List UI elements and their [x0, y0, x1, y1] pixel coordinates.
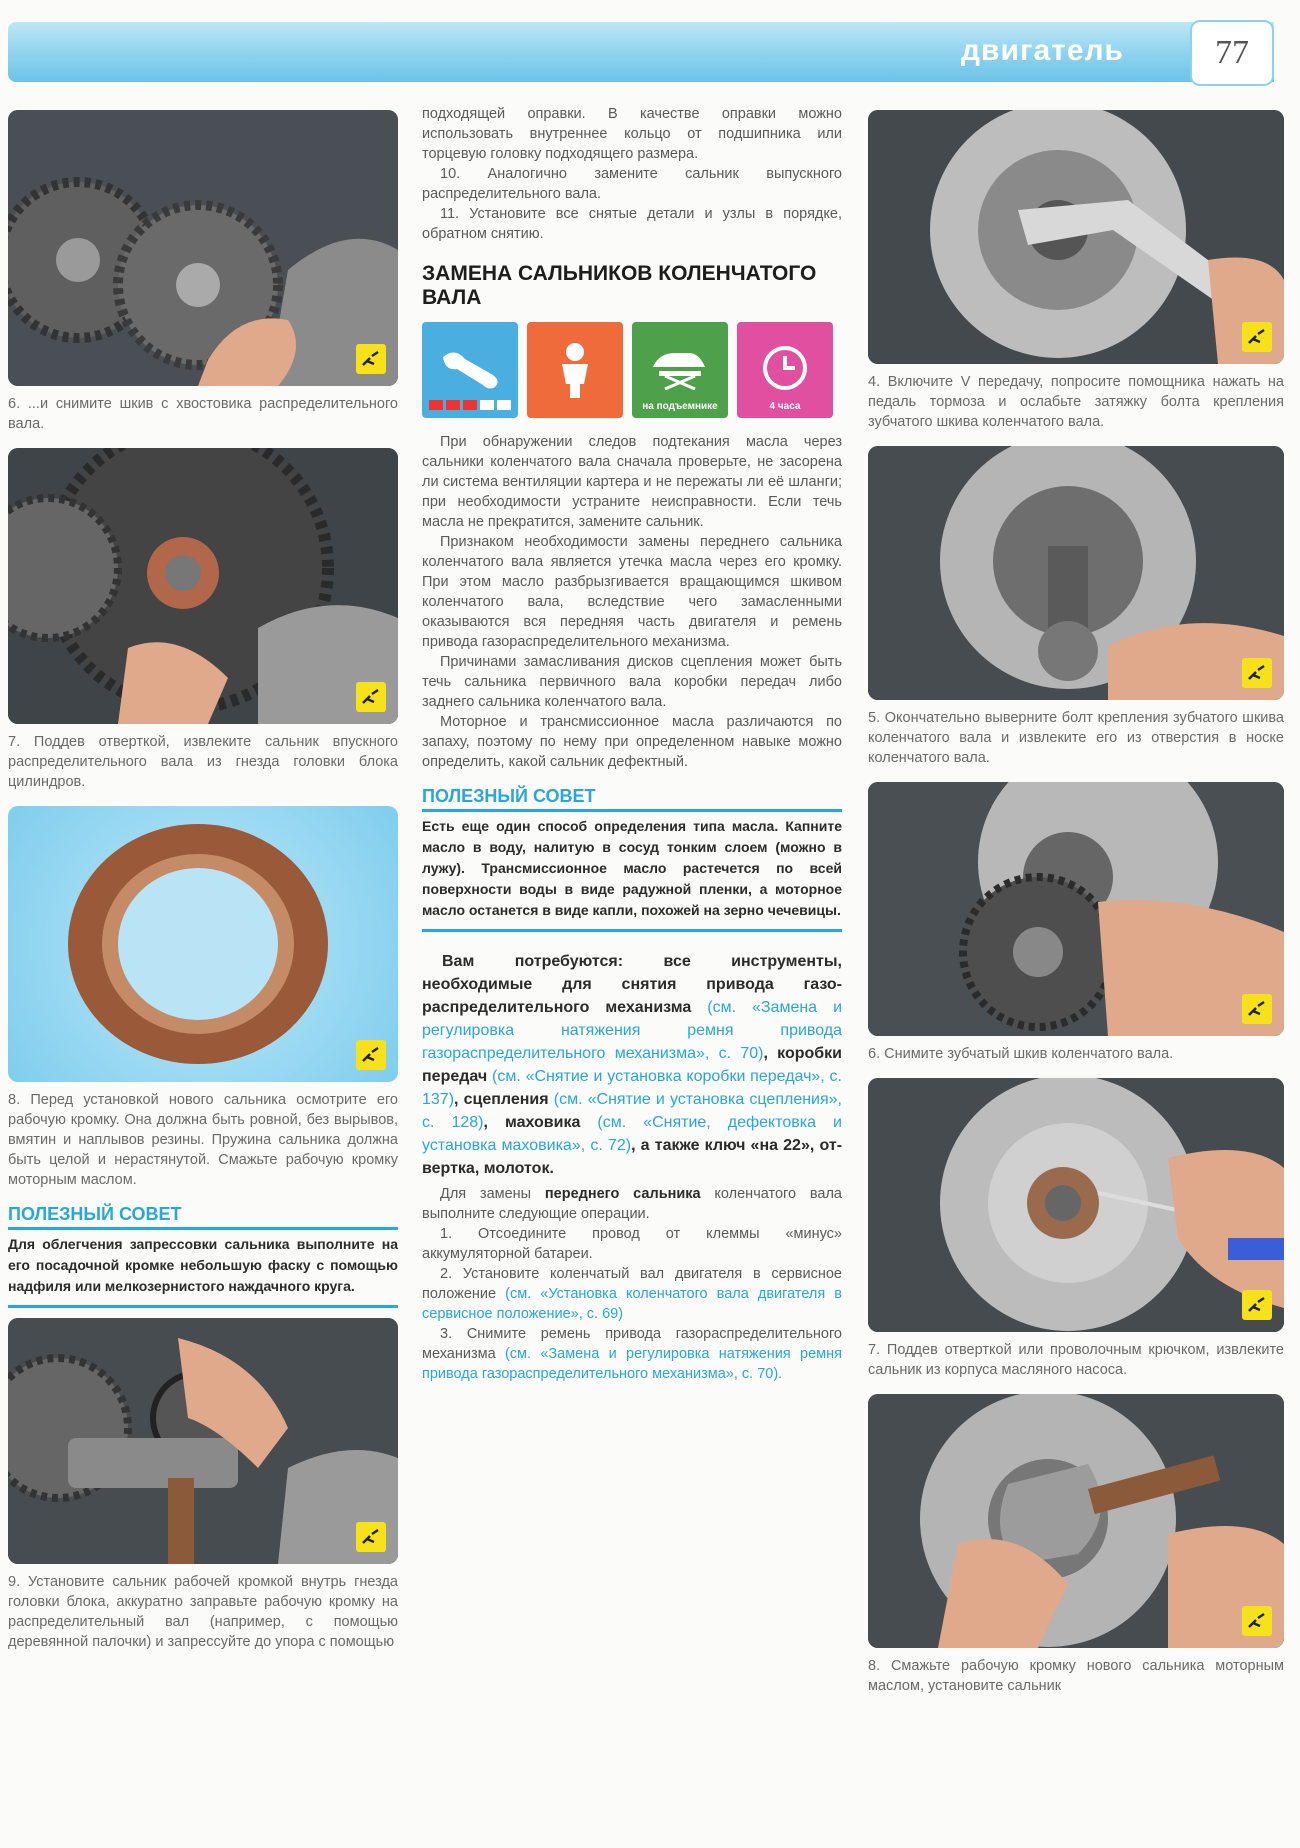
page-header — [8, 22, 1274, 82]
remove-seal-illustration — [8, 448, 398, 724]
steps-intro-bold: переднего сальника — [544, 1186, 701, 1202]
section-header-title: двигатель — [961, 34, 1124, 67]
caption-step-9: 9. Установите сальник рабочей кромкой внутрь гнезда головки блока, аккуратно заправьте рабочую кромку на распределительный вал (например, с помощью деревянной палочки) и запрессуйте до упора с помощью — [8, 1574, 398, 1650]
skill-badge — [356, 344, 386, 374]
loosen-bolt-illustration — [868, 110, 1284, 364]
need-text: , маховика — [483, 1114, 581, 1131]
step-3 — [422, 1324, 842, 1384]
press-seal-illustration — [8, 1318, 398, 1564]
intro-text — [422, 104, 842, 244]
required-tools — [422, 950, 842, 1180]
caption-right-step-6: 6. Снимите зубчатый шкив коленчатого вала. — [868, 1046, 1174, 1062]
right-column — [868, 110, 1284, 1710]
skill-badge — [356, 1040, 386, 1070]
paragraph: Причинами замасливания дисков сцепления может быть течь сальника первичного вала коробки передач либо заднего сальника коленчатого вала. — [422, 654, 842, 710]
oil-seal-illustration — [8, 806, 398, 1082]
photo-camshaft-pulleys — [8, 110, 398, 386]
cross-reference[interactable]: (см. «Снятие и установка коробки передач», с. 137) — [422, 1068, 842, 1108]
cross-reference[interactable]: (см. «Установка коленчатого вала двигателя в сервисное положение», с. 69) — [422, 1286, 843, 1322]
caption-step-8: 8. Перед установкой нового сальника осмотрите его рабочую кромку. Она должна быть ровной, без вырывов, вмятин и наплывов резины. Пружина сальника должна быть целой и нерастянутой. Смажьте рабочую кромку моторным маслом. — [8, 1092, 398, 1188]
caption-right-step-8: 8. Смажьте рабочую кромку нового сальника моторным маслом, установите сальник — [868, 1658, 1284, 1694]
photo-press-seal — [8, 1318, 398, 1564]
lift-car-icon — [632, 322, 728, 418]
main-text — [422, 432, 842, 772]
step-2 — [422, 1264, 842, 1324]
paragraph: При обнаружении следов подтекания масла через сальники коленчатого вала сначала проверьте, не засорена ли система вентиляции картера и не пережаты ли её шланги; при необходимости устраните неисправности. Если течь масла не прекратится, замените сальник. — [422, 434, 842, 530]
need-text: , сцепления — [454, 1091, 549, 1108]
person-icon — [527, 322, 623, 418]
step-2-text: 2. Установите коленчатый вал двигателя в сервисное положение — [422, 1266, 842, 1302]
skill-badge — [1242, 994, 1272, 1024]
step-1: 1. Отсоедините провод от клеммы «минус» аккумуляторной батареи. — [422, 1226, 842, 1262]
tip-text-left: Для облегчения запрессовки сальника выполните на его посадочной кромке небольшую фаску с помощью надфиля или мелкозернистого наждачного круга. — [8, 1234, 398, 1308]
time-label: 4 часа — [769, 401, 801, 412]
pry-seal-illustration — [868, 1078, 1284, 1332]
need-text: , коробки передач — [422, 1045, 843, 1085]
paragraph: Признаком необходимости замены переднего сальника коленчатого вала является утечка масла через его кромку. При этом масло разбрызгивается вращающимся шкивом коленчатого вала, вследствие чего замасленными оказываются вся передняя часть двигателя и ремень привода газораспределительного механизма. — [422, 534, 842, 650]
photo-remove-bolt — [868, 446, 1284, 700]
photo-remove-seal — [8, 448, 398, 724]
remove-bolt-illustration — [868, 446, 1284, 700]
paragraph: подходящей оправки. В качестве оправки можно использовать внутреннее кольцо от подшипника или торцевую головку подходящего размера. — [422, 106, 842, 162]
middle-column — [422, 104, 842, 1384]
skill-badge — [1242, 658, 1272, 688]
photo-pry-seal — [868, 1078, 1284, 1332]
skill-badge — [1242, 1290, 1272, 1320]
caption-step-6: 6. ...и снимите шкив с хвостовика распределительного вала. — [8, 396, 398, 432]
steps-intro: коленчатого вала выполните следующие операции. — [422, 1186, 842, 1222]
cross-reference[interactable]: (см. «Снятие и установка сцепления», с. 128) — [422, 1091, 842, 1131]
need-intro: Вам потребуются: все инструменты, необходимые для снятия привода газораспределительного механизма — [422, 953, 842, 1016]
skill-badge — [356, 1522, 386, 1552]
left-column — [8, 110, 398, 1666]
lift-label: на подъемнике — [642, 401, 718, 412]
section-title: ЗАМЕНА САЛЬНИКОВ КОЛЕНЧАТОГО ВАЛА — [422, 262, 817, 309]
caption-right-step-7: 7. Поддев отверткой или проволочным крючком, извлеките сальник из корпуса масляного насоса. — [868, 1342, 1284, 1378]
tip-text-middle: Есть еще один способ определения типа масла. Капните масло в воду, налитую в сосуд тонким слоем (можно в лужу). Трансмиссионное масло растечется по всей поверхности воды в виде радужной пленки, а моторное масло останется в виде капли, похожей на зерно чечевицы. — [422, 816, 842, 932]
steps-intro: Для замены — [440, 1186, 532, 1202]
photo-loosen-bolt — [868, 110, 1284, 364]
wrench-icon — [422, 322, 518, 418]
cross-reference[interactable]: (см. «Снятие, дефектовка и установка маховика», с. 72) — [422, 1114, 842, 1154]
remove-pulley-illustration — [868, 782, 1284, 1036]
photo-install-seal — [868, 1394, 1284, 1648]
caption-right-step-5: 5. Окончательно выверните болт крепления зубчатого шкива коленчатого вала и извлеките его из отверстия в носке коленчатого вала. — [868, 710, 1284, 766]
photo-oil-seal — [8, 806, 398, 1082]
need-text: , а также ключ «на 22», отвертка, молоток. — [422, 1137, 843, 1177]
step-3-text: 3. Снимите ремень привода газораспределительного механизма — [422, 1326, 842, 1362]
cross-reference[interactable]: (см. «Замена и регулировка натяжения ремня привода газораспределительного механизма», с. 70) — [422, 999, 842, 1062]
caption-step-7: 7. Поддев отверткой, извлеките сальник впускного распределительного вала из гнезда головки блока цилиндров. — [8, 734, 398, 790]
install-seal-illustration — [868, 1394, 1284, 1648]
skill-badge — [1242, 322, 1272, 352]
clock-icon — [737, 322, 833, 418]
cross-reference[interactable]: (см. «Замена и регулировка натяжения ремня привода газораспределительного механизма», с. 70). — [422, 1346, 842, 1382]
steps-text — [422, 1184, 842, 1384]
skill-badge — [356, 682, 386, 712]
paragraph: 11. Установите все снятые детали и узлы в порядке, обратном снятию. — [422, 206, 842, 242]
tip-heading-left: ПОЛЕЗНЫЙ СОВЕТ — [8, 1204, 398, 1230]
camshaft-pulleys-illustration — [8, 110, 398, 386]
tip-heading-middle: ПОЛЕЗНЫЙ СОВЕТ — [422, 786, 842, 812]
photo-remove-pulley — [868, 782, 1284, 1036]
paragraph: 10. Аналогично замените сальник выпускного распределительного вала. — [422, 166, 842, 202]
skill-badge — [1242, 1606, 1272, 1636]
page-number: 77 — [1190, 20, 1274, 86]
caption-right-step-4: 4. Включите V передачу, попросите помощника нажать на педаль тормоза и ослабьте затяжку болта крепления зубчатого шкива коленчатого вала. — [868, 374, 1284, 430]
difficulty-icons — [422, 322, 842, 418]
paragraph: Моторное и трансмиссионное масла различаются по запаху, поэтому по нему при определенном навыке можно определить, какой сальник дефектный. — [422, 714, 842, 770]
